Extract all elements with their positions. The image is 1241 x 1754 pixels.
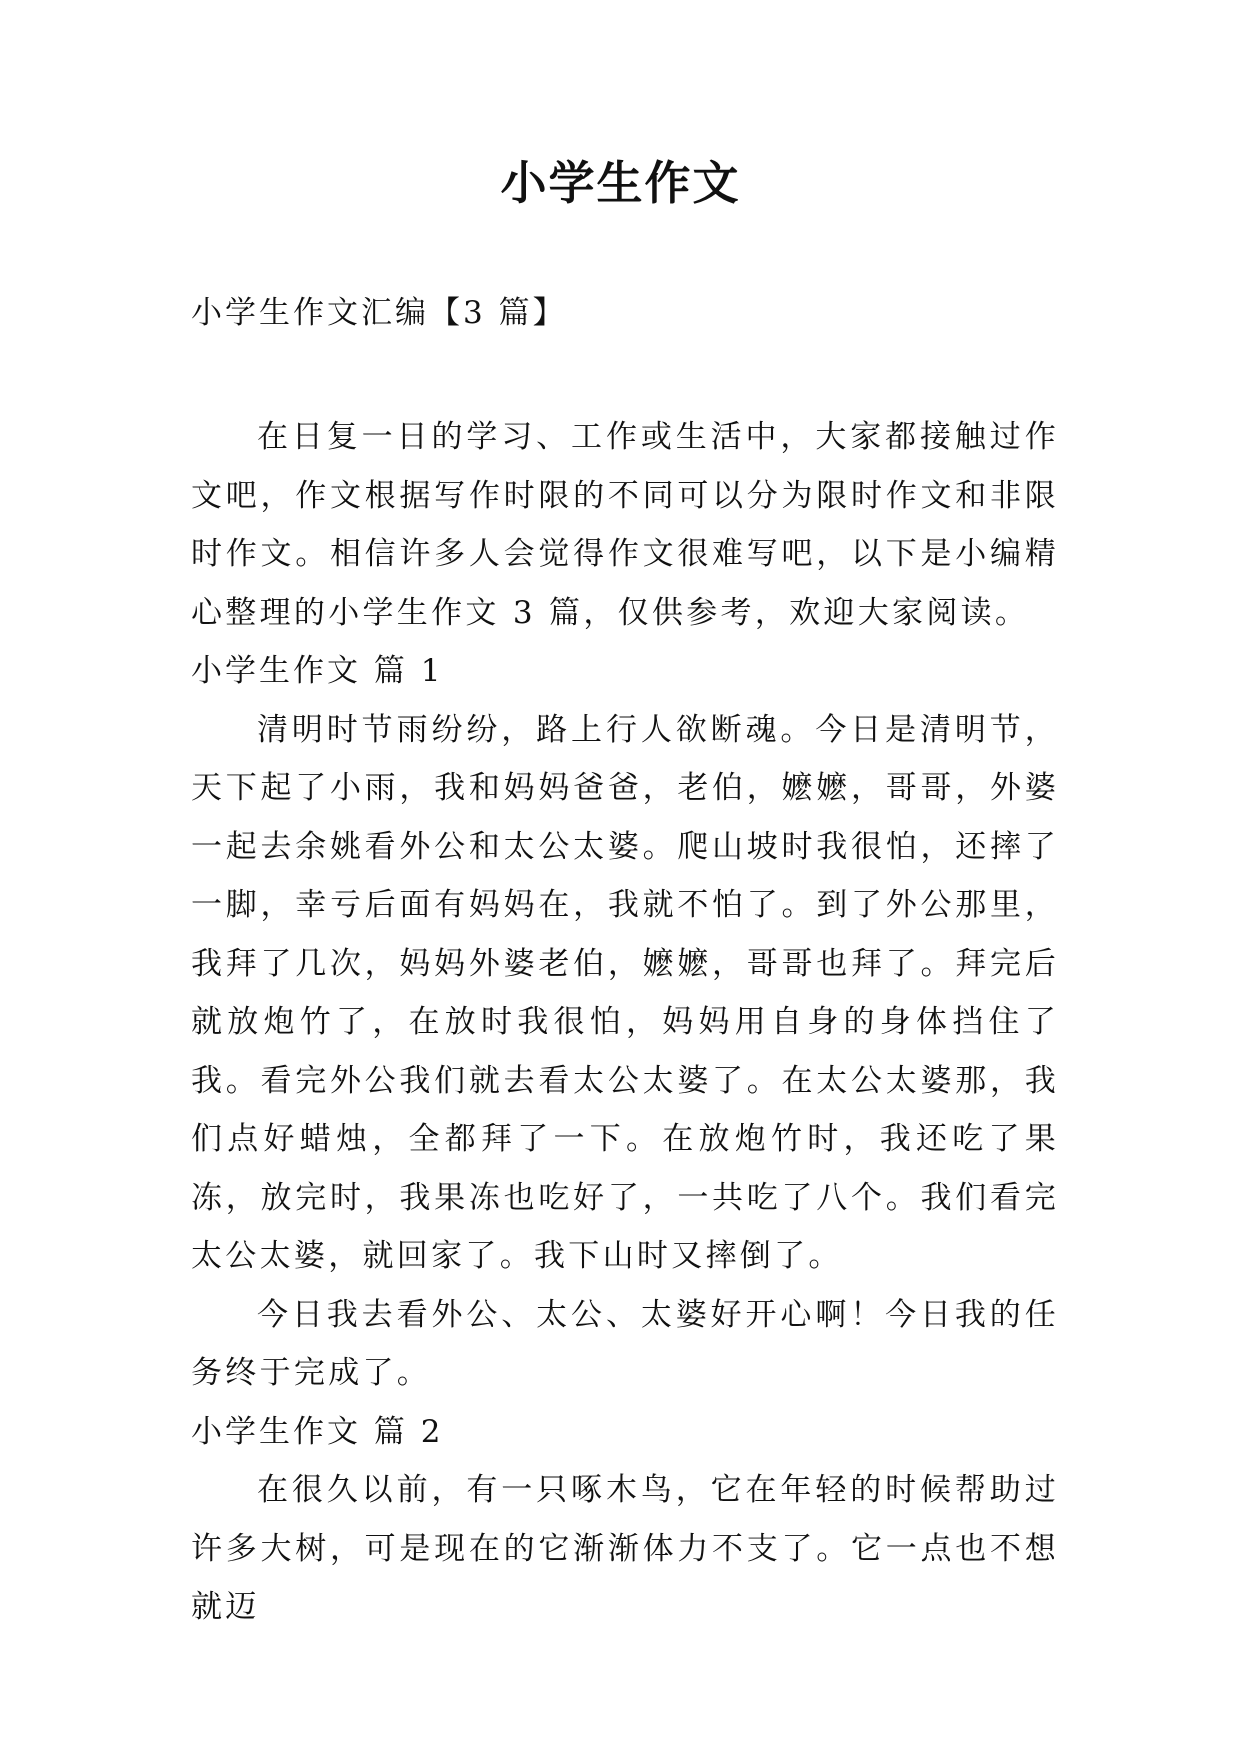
- document-title: 小学生作文: [500, 156, 741, 210]
- intro-paragraph: 在日复一日的学习、工作或生活中，大家都接触过作文吧，作文根据写作时限的不同可以分为限时作文和非限时作文。相信许多人会觉得作文很难写吧，以下是小编精心整理的小学生作文 3 篇，仅供参考，欢迎大家阅读。: [191, 419, 1059, 631]
- section-1-paragraph-2: 今日我去看外公、太公、太婆好开心啊！今日我的任务终于完成了。: [191, 1296, 1059, 1391]
- section-heading-1: 小学生作文 篇 1: [191, 653, 444, 689]
- document-body: [191, 408, 1059, 1637]
- section-2-paragraph-1: 在很久以前，有一只啄木鸟，它在年轻的时候帮助过许多大树，可是现在的它渐渐体力不支了。它一点也不想就迈: [191, 1472, 1059, 1625]
- document-subtitle: 小学生作文汇编【3 篇】: [191, 295, 567, 331]
- section-1-paragraph-1: 清明时节雨纷纷，路上行人欲断魂。今日是清明节，天下起了小雨，我和妈妈爸爸，老伯，嬷嬷，哥哥，外婆一起去余姚看外公和太公太婆。爬山坡时我很怕，还摔了一脚，幸亏后面有妈妈在，我就不怕了。到了外公那里，我拜了几次，妈妈外婆老伯，嬷嬷，哥哥也拜了。拜完后就放炮竹了，在放时我很怕，妈妈用自身的身体挡住了我。看完外公我们就去看太公太婆了。在太公太婆那，我们点好蜡烛，全都拜了一下。在放炮竹时，我还吃了果冻，放完时，我果冻也吃好了，一共吃了八个。我们看完太公太婆，就回家了。我下山时又摔倒了。: [191, 711, 1059, 1274]
- section-heading-2: 小学生作文 篇 2: [191, 1413, 444, 1450]
